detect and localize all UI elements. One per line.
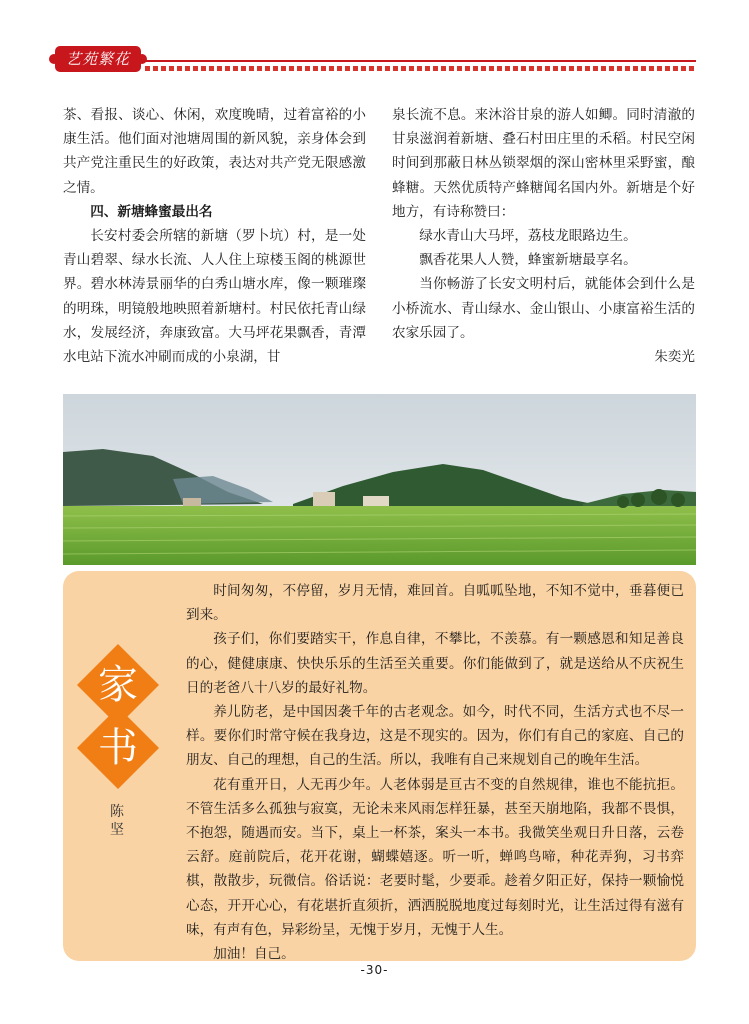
poem-line: 绿水青山大马坪，荔枝龙眼路边生。 xyxy=(419,228,637,245)
article-author: 朱奕光 xyxy=(654,349,695,366)
letter-paragraph: 时间匆匆，不停留，岁月无情，难回首。自呱呱坠地，不知不觉中，垂暮便已到来。 xyxy=(186,583,684,624)
article-paragraph: 泉长流不息。来沐浴甘泉的游人如鲫。同时清澈的甘泉滋润着新塘、叠石村田庄里的禾稻。村民空闲时间到那蔽日林丛锁翠烟的深山密林里采野蜜，酿蜂糖。天然优质特产蜂糖闻名国内外。新塘是个好地方，有诗称赞曰： xyxy=(392,107,695,220)
letter-author: 陈坚 xyxy=(110,804,124,838)
header-divider xyxy=(145,60,696,62)
article-paragraph: 长安村委会所辖的新塘（罗卜坑）村，是一处青山碧翠、绿水长流、人人住上琼楼玉阁的桃源世界。碧水林涛景丽华的白秀山塘水库，像一颗璀璨的明珠，明镜般地映照着新塘村。村民依托青山绿水，发展经济，奔康致富。大马坪花果飘香，青潭水电站下流水冲刷而成的小泉湖，甘 xyxy=(63,228,366,366)
page-number: -30- xyxy=(360,963,389,977)
article-right-column xyxy=(392,103,695,369)
landscape-photo xyxy=(63,394,696,565)
article-paragraph: 茶、看报、谈心、休闲，欢度晚晴，过着富裕的小康生活。他们面对池塘周围的新风貌，亲身体会到共产党注重民生的好政策，表达对共产党无限感激之情。 xyxy=(63,107,366,196)
header-dash-divider xyxy=(145,66,696,71)
poem-line: 飘香花果人人赞，蜂蜜新塘最享名。 xyxy=(419,252,637,269)
letter-paragraph: 花有重开日，人无再少年。人老体弱是亘古不变的自然规律，谁也不能抗拒。不管生活多么孤独与寂寞，无论未来风雨怎样狂暴，甚至天崩地陷，我都不畏惧，不抱怨，随遇而安。当下，桌上一杯茶，案头一本书。我微笑坐观日升日落，云卷云舒。庭前院后，花开花谢，蝴蝶嬉逐。听一听，蝉鸣鸟啼，种花弄狗，习书弈棋，散散步，玩微信。俗话说：老要时髦，少要乖。趁着夕阳正好，保持一颗愉悦心态，开开心心，有花堪折直须折，洒洒脱脱地度过每刻时光，让生活过得有滋有味，有声有色，异彩纷呈，无愧于岁月，无愧于人生。 xyxy=(186,776,684,938)
letter-body xyxy=(186,579,684,966)
article-paragraph: 当你畅游了长安文明村后，就能体会到什么是小桥流水、青山绿水、金山银山、小康富裕生活的农家乐园了。 xyxy=(392,276,695,341)
section-badge: 艺苑繁花 xyxy=(55,46,141,72)
letter-paragraph: 孩子们，你们要踏实干，作息自律，不攀比，不羡慕。有一颗感恩和知足善良的心，健健康康、快快乐乐的生活至关重要。你们能做到了，就是送给从不庆祝生日的老爸八十八岁的最好礼物。 xyxy=(186,631,684,696)
article-subheading: 四、新塘蜂蜜最出名 xyxy=(90,203,213,220)
letter-paragraph: 养儿防老，是中国因袭千年的古老观念。如今，时代不同，生活方式也不尽一样。要你们时常守候在我身边，这是不现实的。因为，你们有自己的家庭、自己的朋友、自己的理想，自己的生活。所以，我唯有自己来规划自己的晚年生活。 xyxy=(186,704,684,769)
letter-paragraph: 加油！自己。 xyxy=(213,946,295,963)
article-left-column xyxy=(63,103,366,369)
letter-title-char: 书 xyxy=(98,725,138,771)
letter-title-char: 家 xyxy=(98,662,138,708)
